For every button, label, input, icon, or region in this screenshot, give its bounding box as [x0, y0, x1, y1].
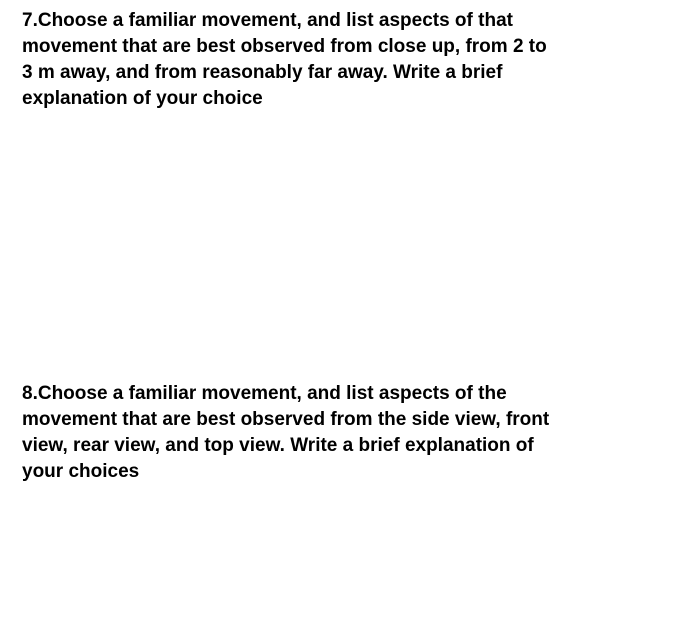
question-8-line-3: view, rear view, and top view. Write a brief explanation of [22, 435, 534, 456]
question-8-line-4: your choices [22, 461, 140, 482]
question-7-line-4: explanation of your choice [22, 88, 263, 109]
question-8 [22, 381, 582, 485]
question-7-line-1: 7.Choose a familiar movement, and list aspects of that [22, 10, 513, 31]
question-8-line-2: movement that are best observed from the side view, front [22, 409, 550, 430]
question-7-line-2: movement that are best observed from close up, from 2 to [22, 36, 547, 57]
question-7 [22, 8, 582, 112]
question-7-line-3: 3 m away, and from reasonably far away. Write a brief [22, 62, 503, 83]
question-8-line-1: 8.Choose a familiar movement, and list aspects of the [22, 383, 507, 404]
